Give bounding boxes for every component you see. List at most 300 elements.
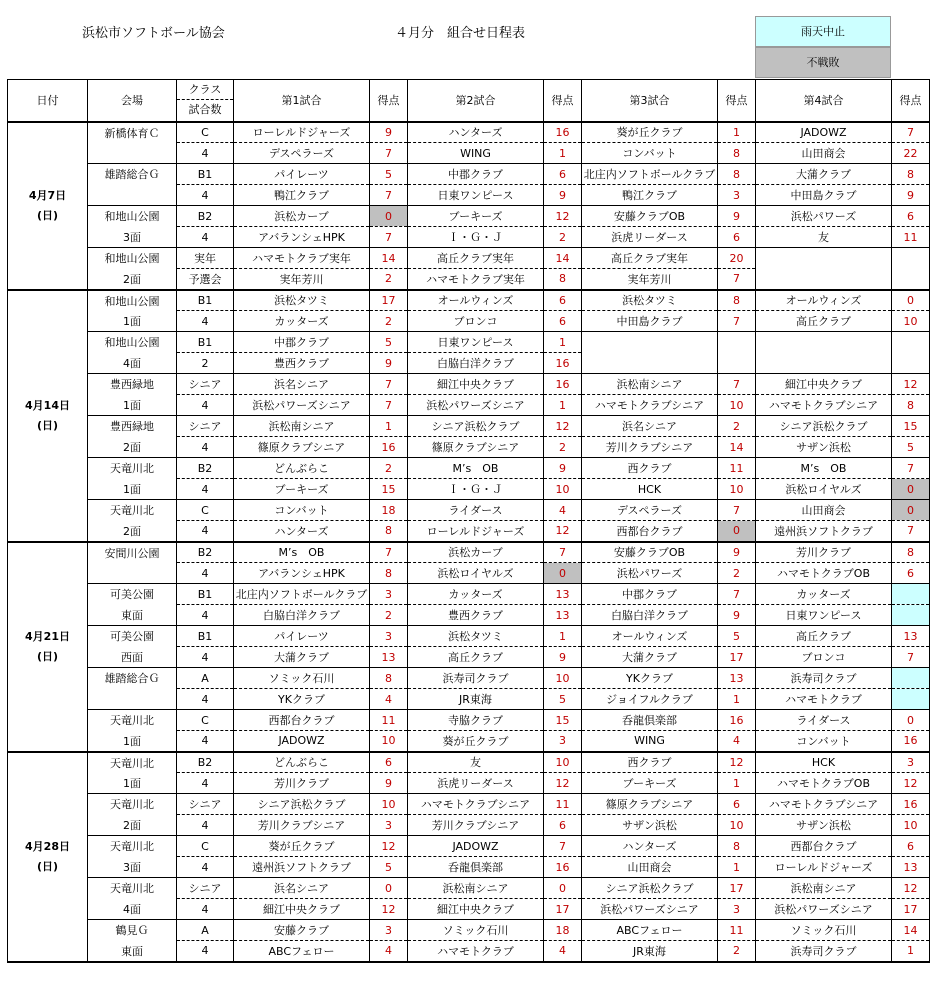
team-cell: 高丘クラブ実年 — [582, 248, 718, 269]
score-cell: 1 — [718, 857, 756, 878]
venue-cell: 1面 — [88, 311, 177, 332]
col-score2: 得点 — [544, 80, 582, 122]
score-cell: 1 — [718, 122, 756, 143]
score-cell: 0 — [892, 479, 930, 500]
score-cell: 1 — [544, 626, 582, 647]
score-cell: 10 — [718, 479, 756, 500]
team-cell: 篠原クラブシニア — [582, 794, 718, 815]
team-cell: オールウィンズ — [408, 290, 544, 311]
table-row — [8, 206, 930, 227]
score-cell — [718, 332, 756, 353]
col-game4: 第4試合 — [756, 80, 892, 122]
col-game1: 第1試合 — [234, 80, 370, 122]
venue-cell — [88, 563, 177, 584]
team-cell: 実年芳川 — [582, 269, 718, 290]
team-cell: ソミック石川 — [756, 920, 892, 941]
team-cell: コンバット — [582, 143, 718, 164]
day-text: (日) — [36, 208, 59, 222]
team-cell: ハマモトクラブ — [756, 689, 892, 710]
class-cell: シニア — [177, 416, 234, 437]
legend-forfeit: 不戦敗 — [755, 47, 891, 78]
date-cell — [8, 122, 88, 290]
venue-cell: 安間川公園 — [88, 542, 177, 563]
score-cell: 5 — [370, 164, 408, 185]
venue-cell: 天竜川北 — [88, 836, 177, 857]
team-cell: 中田島クラブ — [756, 185, 892, 206]
table-row — [8, 437, 930, 458]
score-cell: 15 — [544, 710, 582, 731]
score-cell: 7 — [892, 122, 930, 143]
score-cell: 5 — [892, 437, 930, 458]
team-cell: オールウィンズ — [582, 626, 718, 647]
score-cell: 9 — [718, 206, 756, 227]
score-cell — [892, 269, 930, 290]
score-cell: 12 — [544, 521, 582, 542]
score-cell: 7 — [892, 458, 930, 479]
venue-cell: 和地山公園 — [88, 206, 177, 227]
team-cell: 高丘クラブ — [756, 311, 892, 332]
table-row — [8, 479, 930, 500]
team-cell: シニア浜松クラブ — [582, 878, 718, 899]
team-cell: サザン浜松 — [756, 815, 892, 836]
score-cell: 8 — [718, 143, 756, 164]
team-cell: サザン浜松 — [756, 437, 892, 458]
venue-cell: 天竜川北 — [88, 794, 177, 815]
score-cell: 22 — [892, 143, 930, 164]
score-cell: 2 — [544, 437, 582, 458]
table-row — [8, 374, 930, 395]
col-date: 日付 — [8, 80, 88, 122]
class-cell: 4 — [177, 857, 234, 878]
team-cell: 芳川クラブシニア — [408, 815, 544, 836]
class-cell: 4 — [177, 311, 234, 332]
team-cell: ABCフェロー — [582, 920, 718, 941]
team-cell: シニア浜松クラブ — [756, 416, 892, 437]
score-cell: 7 — [544, 836, 582, 857]
score-cell: 18 — [370, 500, 408, 521]
score-cell: 17 — [544, 899, 582, 920]
team-cell: 友 — [756, 227, 892, 248]
score-cell: 7 — [718, 500, 756, 521]
team-cell: アバランシェHPK — [234, 227, 370, 248]
team-cell: 浜寿司クラブ — [756, 941, 892, 962]
class-cell: B1 — [177, 584, 234, 605]
score-cell: 14 — [544, 248, 582, 269]
team-cell: デスペラーズ — [234, 143, 370, 164]
score-cell: 17 — [718, 878, 756, 899]
table-row — [8, 920, 930, 941]
score-cell: 10 — [892, 815, 930, 836]
score-cell: 14 — [718, 437, 756, 458]
team-cell: 浜松南シニア — [756, 878, 892, 899]
class-cell: シニア — [177, 878, 234, 899]
team-cell: 浜名シニア — [234, 878, 370, 899]
class-cell: 4 — [177, 143, 234, 164]
score-cell: 9 — [370, 773, 408, 794]
score-cell: 1 — [370, 416, 408, 437]
score-cell: 16 — [892, 731, 930, 752]
score-cell: 8 — [370, 668, 408, 689]
score-cell: 10 — [544, 668, 582, 689]
table-row — [8, 773, 930, 794]
venue-cell: 西面 — [88, 647, 177, 668]
team-cell: 中田島クラブ — [582, 311, 718, 332]
score-cell: 10 — [718, 815, 756, 836]
score-cell: 9 — [544, 185, 582, 206]
score-cell: 1 — [892, 941, 930, 962]
score-cell: 16 — [892, 794, 930, 815]
team-cell: 安藤クラブ — [234, 920, 370, 941]
team-cell: ブーキーズ — [234, 479, 370, 500]
venue-cell: 2面 — [88, 521, 177, 542]
score-cell: 12 — [892, 773, 930, 794]
score-cell: 2 — [370, 605, 408, 626]
table-row — [8, 815, 930, 836]
day-text: (日) — [36, 649, 59, 663]
score-cell: 5 — [544, 689, 582, 710]
class-cell: B2 — [177, 752, 234, 773]
score-cell — [892, 689, 930, 710]
team-cell: 高丘クラブ — [408, 647, 544, 668]
score-cell: 0 — [370, 206, 408, 227]
team-cell — [756, 332, 892, 353]
team-cell: 葵が丘クラブ — [582, 122, 718, 143]
team-cell: カッターズ — [756, 584, 892, 605]
score-cell: 10 — [544, 479, 582, 500]
team-cell: 浜松ロイヤルズ — [408, 563, 544, 584]
class-cell: C — [177, 122, 234, 143]
score-cell: 8 — [544, 269, 582, 290]
score-cell: 7 — [370, 374, 408, 395]
team-cell: 浜松ロイヤルズ — [756, 479, 892, 500]
class-cell: B1 — [177, 164, 234, 185]
score-cell: 3 — [370, 626, 408, 647]
team-cell — [756, 269, 892, 290]
venue-cell: 鶴見Ｇ — [88, 920, 177, 941]
score-cell: 0 — [892, 500, 930, 521]
score-cell: 17 — [370, 290, 408, 311]
score-cell: 12 — [544, 206, 582, 227]
team-cell: 日東ワンピース — [408, 332, 544, 353]
team-cell: 遠州浜ソフトクラブ — [234, 857, 370, 878]
score-cell — [892, 668, 930, 689]
class-cell: 4 — [177, 437, 234, 458]
score-cell: 3 — [892, 752, 930, 773]
team-cell: コンバット — [234, 500, 370, 521]
table-row — [8, 311, 930, 332]
team-cell: 浜名シニア — [234, 374, 370, 395]
team-cell: 細江中央クラブ — [408, 899, 544, 920]
team-cell: ハマモトクラブシニア — [756, 794, 892, 815]
score-cell: 7 — [892, 521, 930, 542]
venue-cell — [88, 143, 177, 164]
col-game3: 第3試合 — [582, 80, 718, 122]
team-cell: ライダース — [756, 710, 892, 731]
team-cell: 浜松パワーズシニア — [234, 395, 370, 416]
class-cell: B1 — [177, 626, 234, 647]
venue-cell: 1面 — [88, 395, 177, 416]
team-cell: 白脇白洋クラブ — [582, 605, 718, 626]
team-cell: ABCフェロー — [234, 941, 370, 962]
table-row — [8, 941, 930, 962]
team-cell: どんぶらこ — [234, 458, 370, 479]
team-cell: 山田商会 — [582, 857, 718, 878]
venue-cell: 和地山公園 — [88, 332, 177, 353]
team-cell: 西都台クラブ — [582, 521, 718, 542]
score-cell: 4 — [370, 941, 408, 962]
team-cell: YKクラブ — [234, 689, 370, 710]
col-score4: 得点 — [892, 80, 930, 122]
team-cell: 高丘クラブ実年 — [408, 248, 544, 269]
table-row — [8, 878, 930, 899]
score-cell: 12 — [370, 899, 408, 920]
score-cell: 6 — [544, 290, 582, 311]
team-cell: ハマモトクラブ実年 — [408, 269, 544, 290]
score-cell: 8 — [718, 164, 756, 185]
team-cell: 浜松南シニア — [408, 878, 544, 899]
score-cell: 8 — [370, 521, 408, 542]
team-cell: 中郡クラブ — [408, 164, 544, 185]
class-cell: 4 — [177, 815, 234, 836]
table-row — [8, 143, 930, 164]
team-cell: デスペラーズ — [582, 500, 718, 521]
class-cell: 4 — [177, 227, 234, 248]
team-cell: 芳川クラブ — [756, 542, 892, 563]
score-cell: 0 — [718, 521, 756, 542]
table-row — [8, 899, 930, 920]
score-cell: 6 — [892, 836, 930, 857]
team-cell: パイレーツ — [234, 626, 370, 647]
score-cell: 13 — [544, 605, 582, 626]
team-cell: シニア浜松クラブ — [408, 416, 544, 437]
score-cell: 6 — [718, 227, 756, 248]
score-cell: 6 — [370, 752, 408, 773]
score-cell: 11 — [718, 458, 756, 479]
table-row — [8, 416, 930, 437]
venue-cell: 天竜川北 — [88, 878, 177, 899]
team-cell: 北庄内ソフトボールクラブ — [582, 164, 718, 185]
score-cell: 0 — [892, 710, 930, 731]
score-cell: 10 — [718, 395, 756, 416]
table-row — [8, 248, 930, 269]
col-class-bottom: 試合数 — [188, 103, 222, 117]
team-cell: 浜松パワーズ — [582, 563, 718, 584]
table-row — [8, 647, 930, 668]
team-cell: 篠原クラブシニア — [408, 437, 544, 458]
score-cell: 16 — [370, 437, 408, 458]
day-text: (日) — [36, 859, 59, 873]
score-cell — [718, 353, 756, 374]
table-row — [8, 269, 930, 290]
score-cell: 12 — [892, 878, 930, 899]
team-cell: 篠原クラブシニア — [234, 437, 370, 458]
team-cell: ブロンコ — [408, 311, 544, 332]
score-cell: 9 — [370, 122, 408, 143]
team-cell: 中郡クラブ — [582, 584, 718, 605]
class-cell: 4 — [177, 899, 234, 920]
table-row — [8, 836, 930, 857]
score-cell: 13 — [370, 647, 408, 668]
class-cell: 4 — [177, 521, 234, 542]
venue-cell: 可美公園 — [88, 584, 177, 605]
score-cell: 1 — [544, 332, 582, 353]
team-cell: 中郡クラブ — [234, 332, 370, 353]
score-cell: 9 — [718, 542, 756, 563]
table-row — [8, 395, 930, 416]
score-cell: 13 — [718, 668, 756, 689]
team-cell: 西都台クラブ — [756, 836, 892, 857]
score-cell: 3 — [718, 185, 756, 206]
team-cell: M’s OB — [408, 458, 544, 479]
class-cell: C — [177, 500, 234, 521]
class-cell: 4 — [177, 395, 234, 416]
table-row — [8, 752, 930, 773]
score-cell: 7 — [718, 311, 756, 332]
team-cell: JADOWZ — [408, 836, 544, 857]
team-cell: 浜松パワーズシニア — [756, 899, 892, 920]
score-cell: 6 — [544, 815, 582, 836]
venue-cell — [88, 689, 177, 710]
venue-cell: 4面 — [88, 353, 177, 374]
score-cell: 11 — [370, 710, 408, 731]
table-row — [8, 458, 930, 479]
venue-cell: 3面 — [88, 227, 177, 248]
team-cell: 芳川クラブ — [234, 773, 370, 794]
class-cell: 4 — [177, 773, 234, 794]
score-cell: 7 — [544, 542, 582, 563]
score-cell: 14 — [370, 248, 408, 269]
table-row — [8, 185, 930, 206]
score-cell: 16 — [544, 353, 582, 374]
score-cell: 5 — [370, 857, 408, 878]
team-cell: 鴨江クラブ — [582, 185, 718, 206]
class-cell: 4 — [177, 479, 234, 500]
team-cell: 芳川クラブシニア — [582, 437, 718, 458]
team-cell: 細江中央クラブ — [756, 374, 892, 395]
team-cell: ローレルドジャーズ — [234, 122, 370, 143]
team-cell: 日東ワンピース — [408, 185, 544, 206]
team-cell: サザン浜松 — [582, 815, 718, 836]
score-cell: 9 — [370, 353, 408, 374]
score-cell: 1 — [544, 395, 582, 416]
date-text: 4月28日 — [25, 839, 70, 853]
score-cell: 7 — [718, 584, 756, 605]
score-cell: 16 — [544, 122, 582, 143]
venue-cell: 天竜川北 — [88, 752, 177, 773]
class-cell: 4 — [177, 941, 234, 962]
team-cell: 細江中央クラブ — [234, 899, 370, 920]
score-cell: 10 — [370, 731, 408, 752]
score-cell: 7 — [370, 227, 408, 248]
team-cell: Ｉ・Ｇ・Ｊ — [408, 479, 544, 500]
date-text: 4月14日 — [25, 398, 70, 412]
col-game2: 第2試合 — [408, 80, 544, 122]
score-cell: 18 — [544, 920, 582, 941]
score-cell: 13 — [892, 626, 930, 647]
class-cell: 実年 — [177, 248, 234, 269]
class-cell: B2 — [177, 458, 234, 479]
score-cell: 7 — [370, 185, 408, 206]
team-cell: ハマモトクラブ実年 — [234, 248, 370, 269]
venue-cell: 天竜川北 — [88, 710, 177, 731]
team-cell: 浜松カーブ — [234, 206, 370, 227]
team-cell: ハンターズ — [582, 836, 718, 857]
venue-cell: 豊西緑地 — [88, 374, 177, 395]
score-cell: 7 — [718, 374, 756, 395]
team-cell: M’s OB — [234, 542, 370, 563]
table-row — [8, 290, 930, 311]
score-cell: 2 — [718, 416, 756, 437]
team-cell: 白脇白洋クラブ — [408, 353, 544, 374]
date-text: 4月21日 — [25, 629, 70, 643]
venue-cell: 豊西緑地 — [88, 416, 177, 437]
table-row — [8, 668, 930, 689]
team-cell: WING — [582, 731, 718, 752]
score-cell: 3 — [370, 920, 408, 941]
venue-cell: 可美公園 — [88, 626, 177, 647]
score-cell: 9 — [544, 647, 582, 668]
team-cell: JADOWZ — [756, 122, 892, 143]
score-cell: 10 — [892, 311, 930, 332]
score-cell: 8 — [718, 836, 756, 857]
team-cell: コンバット — [756, 731, 892, 752]
team-cell: 大蒲クラブ — [756, 164, 892, 185]
score-cell: 17 — [718, 647, 756, 668]
score-cell: 8 — [718, 290, 756, 311]
score-cell: 20 — [718, 248, 756, 269]
team-cell: 山田商会 — [756, 500, 892, 521]
date-cell — [8, 542, 88, 752]
table-row — [8, 731, 930, 752]
score-cell: 7 — [370, 395, 408, 416]
score-cell — [892, 353, 930, 374]
team-cell — [582, 353, 718, 374]
venue-cell: 雄踏総合Ｇ — [88, 164, 177, 185]
score-cell: 0 — [370, 878, 408, 899]
venue-cell: 東面 — [88, 941, 177, 962]
venue-cell: 2面 — [88, 269, 177, 290]
col-class-top: クラス — [177, 80, 233, 100]
score-cell: 8 — [892, 542, 930, 563]
venue-cell: 東面 — [88, 605, 177, 626]
team-cell: 浜虎リーダース — [408, 773, 544, 794]
score-cell: 3 — [718, 899, 756, 920]
score-cell: 16 — [544, 857, 582, 878]
venue-cell: 4面 — [88, 899, 177, 920]
table-row — [8, 521, 930, 542]
score-cell: 6 — [718, 794, 756, 815]
score-cell: 12 — [370, 836, 408, 857]
table-row — [8, 227, 930, 248]
score-cell: 5 — [718, 626, 756, 647]
class-cell: 4 — [177, 731, 234, 752]
score-cell: 9 — [892, 185, 930, 206]
col-venue: 会場 — [88, 80, 177, 122]
team-cell: 浜松パワーズシニア — [582, 899, 718, 920]
team-cell: ローレルドジャーズ — [756, 857, 892, 878]
team-cell: YKクラブ — [582, 668, 718, 689]
team-cell: 白脇白洋クラブ — [234, 605, 370, 626]
score-cell: 4 — [544, 941, 582, 962]
team-cell: 浜松パワーズ — [756, 206, 892, 227]
team-cell: HCK — [582, 479, 718, 500]
score-cell: 4 — [370, 689, 408, 710]
team-cell: 安藤クラブOB — [582, 542, 718, 563]
col-score3: 得点 — [718, 80, 756, 122]
class-cell: 4 — [177, 605, 234, 626]
team-cell: どんぶらこ — [234, 752, 370, 773]
team-cell: パイレーツ — [234, 164, 370, 185]
